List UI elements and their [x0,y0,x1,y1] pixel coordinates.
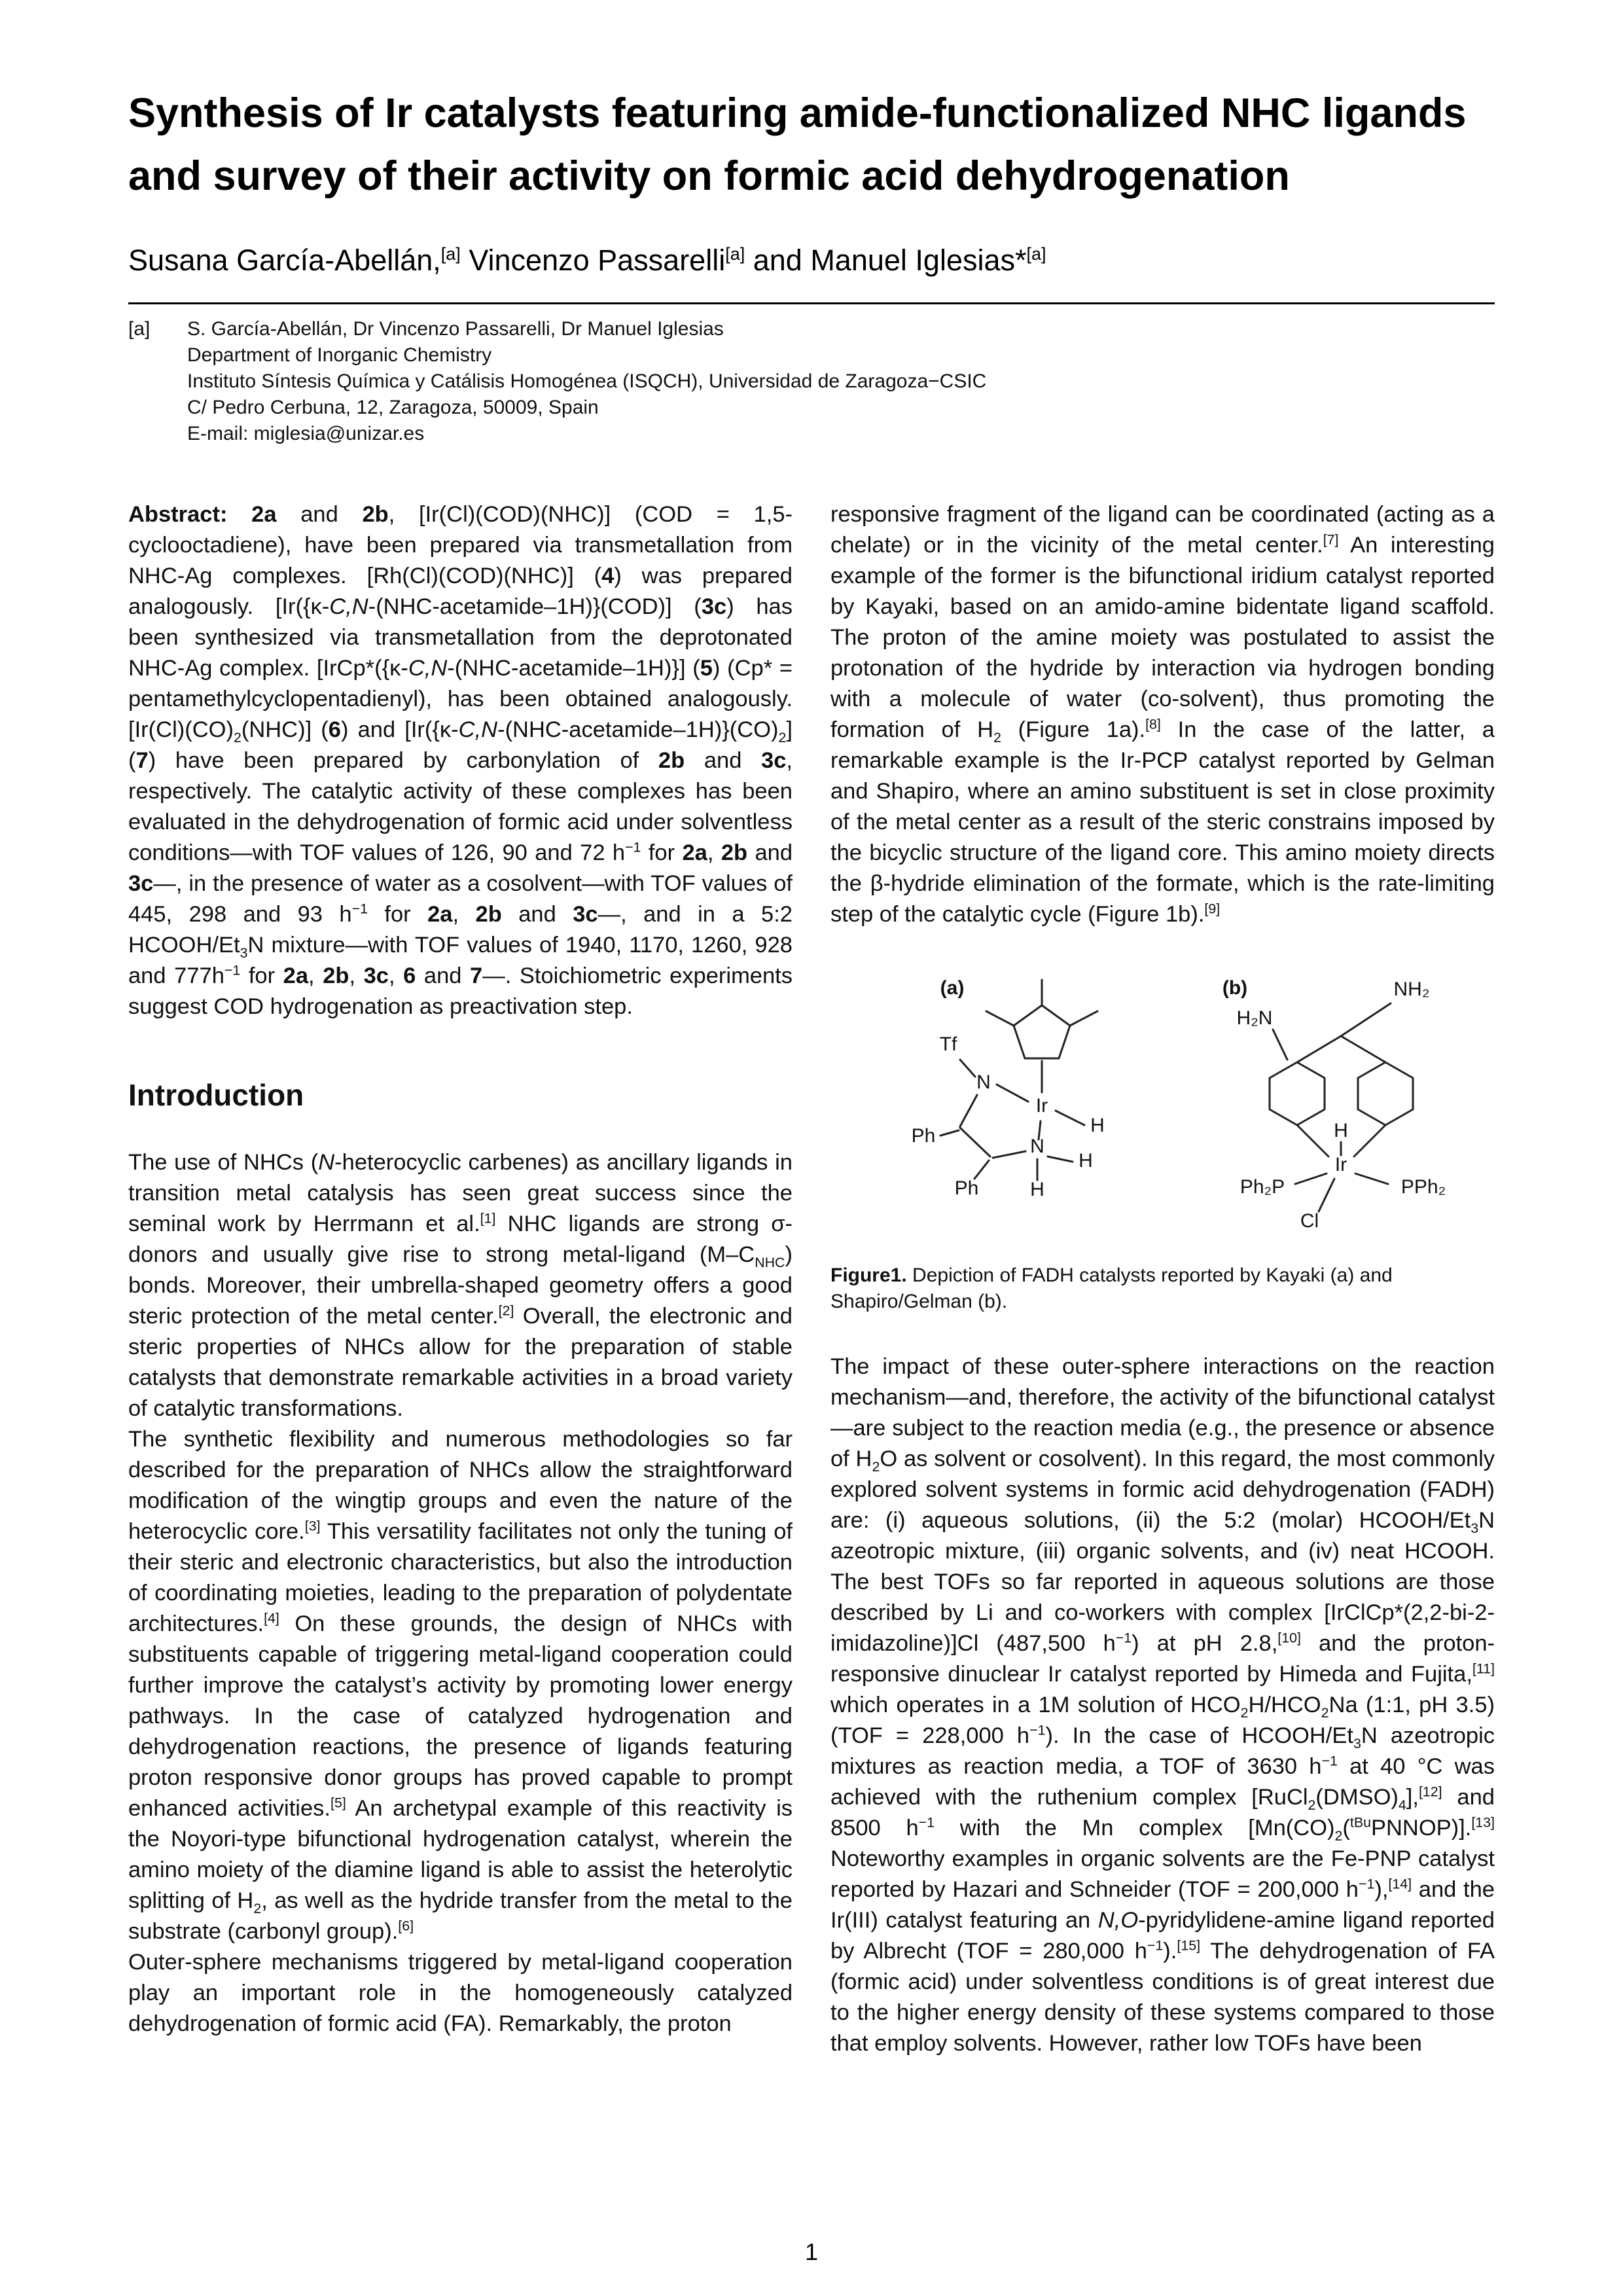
figure1-caption: Figure1. Depiction of FADH catalysts reported by Kayaki (a) and Shapiro/Gelman (b). [830,1264,1393,1312]
figure1 [868,963,1457,1244]
affiliation-line: Department of Inorganic Chemistry [187,344,492,366]
affiliation-line: Instituto Síntesis Química y Catálisis Homogénea (ISQCH), Universidad de Zaragoza−CSIC [187,370,987,392]
authors-line: Susana García-Abellán,[a] Vincenzo Passarelli[a] and Manuel Iglesias*[a] [128,243,1046,277]
atom-label-n2: N [1029,1135,1044,1157]
bond [960,1095,977,1126]
bond [1341,1036,1385,1062]
right-column [830,499,1495,2059]
bond [1070,1011,1097,1026]
bond [974,1160,989,1179]
intro-paragraph-2: The synthetic flexibility and numerous methodologies so far described for the preparation of NHCs allow the straightforward modification of the wingtip groups and even the nature of the heterocyclic core.[3] This versatility facilitates not only the tuning of their steric and electronic characteristics, but also the introduction of coordinating moieties, leading to the preparation of polydentate architectures.[4] On these grounds, the design of NHCs with substituents capable of triggering metal-ligand cooperation could further improve the catalyst’s activity by promoting lower energy pathways. In the case of catalyzed hydrogenation and dehydrogenation reactions, the presence of ligands featuring proton responsive donor groups has proved capable to prompt enhanced activities.[5] An archetypal example of this reactivity is the Noyori-type bifunctional hydrogenation catalyst, wherein the amino moiety of the diamine ligand is able to assist the heterolytic splitting of $H_2$, as well as the hydride transfer from the metal to the substrate (carbonyl group).[6] [128,1426,793,1944]
bond [1319,1179,1334,1211]
header-divider [128,302,1495,304]
affiliation-line: S. García-Abellán, Dr Vincenzo Passarelli, Dr Manuel Iglesias [187,317,724,340]
atom-label-ph1: Ph [911,1124,935,1147]
atom-label-ir-b: Ir [1334,1153,1347,1175]
bond [1354,1125,1385,1157]
atom-label-nh-down: H [1029,1178,1044,1200]
atom-label-n1: N [976,1071,991,1093]
atom-label-pph2: PPh₂ [1400,1175,1446,1198]
atom-label-ph2p: Ph₂P [1240,1175,1285,1198]
paper-title: Synthesis of Ir catalysts featuring amide-functionalized NHC ligands and survey of their activity on formic acid dehydrogenation [128,90,1467,199]
atom-label-cl: Cl [1300,1210,1319,1232]
abstract-paragraph: Abstract: 2a and 2b, [Ir(Cl)(COD)(NHC)] (COD = 1,5-cyclooctadiene), have been prepared via transmetallation from NHC-Ag complexes. [Rh(Cl)(COD)(NHC)] (4) was prepared analogously. [Ir({κ-C,N-(NHC-acetamide–1H)}(COD)] (3c) has been synthesized via transmetallation from the deprotonated NHC-Ag complex. [IrCp*({κ-C,N-(NHC-acetamide–1H)}] (5) (Cp* = pentamethylcyclopentadienyl), has been obtained analogously. $[Ir(Cl)(CO)_2(NHC)]$ (6) and [$Ir(\{\kappa-C,N-(NHC-acetamide-1H)\}(CO)_2]$ (7) have been prepared by carbonylation of 2b and 3c, respectively. The catalytic activity of these complexes has been evaluated in the dehydrogenation of formic acid under solventless conditions—with TOF values of 126, 90 and 72 $h^{-1}$ for 2a, 2b and 3c—, in the presence of water as a cosolvent—with TOF values of 445, 298 and 93 $h^{-1}$ for 2a, 2b and 3c—, and in a 5:2 HCOOH/$Et_3N$ mixture—with TOF values of 1940, 1170, 1260, 928 and $777h^{-1}$ for 2a, 2b, 3c, 6 and 7—. Stoichiometric experiments suggest COD hydrogenation as preactivation step. [128,501,793,1019]
atom-label-nh-right: H [1078,1149,1093,1172]
figure1-structure-b [1222,977,1445,1232]
atom-label-ir: Ir [1035,1094,1048,1117]
affiliation-email: E-mail: miglesia@unizar.es [187,422,425,444]
bond [1048,1157,1073,1162]
two-column-body [128,499,1495,2059]
figure1-structure-a [911,977,1104,1200]
affiliation-block [128,316,1495,447]
intro-paragraph-3: Outer-sphere mechanisms triggered by metal-ligand cooperation play an important role in the homogeneously catalyzed dehydrogenation of formic acid (FA). Remarkably, the proton [128,1949,793,2036]
aryl-ring-left [1270,1062,1325,1125]
atom-label-h-b: H [1333,1119,1348,1141]
introduction-heading: Introduction [128,1077,304,1112]
atom-label-hydride: H [1090,1114,1105,1136]
bond [1355,1174,1388,1184]
affiliation-lines [187,316,1495,447]
panel-a-tag: (a) [940,977,964,999]
atom-label-nh2: NH₂ [1393,978,1429,1000]
atom-label-ph2: Ph [954,1177,978,1199]
cp-star-ring [1014,1005,1070,1058]
left-column [128,499,793,2059]
bond [960,1060,975,1077]
page-number: 1 [804,2238,819,2265]
bond [997,1085,1028,1102]
bond [1297,1125,1329,1157]
bond [1273,1030,1287,1060]
affiliation-line: C/ Pedro Cerbuna, 12, Zaragoza, 50009, Spain [187,396,599,418]
right-paragraph-1: responsive fragment of the ligand can be coordinated (acting as a chelate) or in the vicinity of the metal center.[7] An interesting example of the former is the bifunctional iridium catalyst reported by Kayaki, based on an amido-amine bidentate ligand scaffold. The proton of the amine moiety was postulated to assist the protonation of the hydride by interaction via hydrogen bonding with a molecule of water (co-solvent), thus promoting the formation of $H_2$ (Figure 1a).[8] In the case of the latter, a remarkable example is the Ir-PCP catalyst reported by Gelman and Shapiro, where an amino substituent is set in close proximity of the metal center as a result of the steric constrains imposed by the bicyclic structure of the ligand core. This amino moiety directs the β-hydride elimination of the formate, which is the rate-limiting step of the catalytic cycle (Figure 1b).[9] [830,501,1495,927]
atom-label-tf: Tf [939,1033,957,1055]
intro-paragraph-1: The use of NHCs (N-heterocyclic carbenes) as ancillary ligands in transition metal catalysis has seen great success since the seminal work by Herrmann et al.[1] NHC ligands are strong σ-donors and usually give rise to strong metal-ligand $(M-C_{NHC})$ bonds. Moreover, their umbrella-shaped geometry offers a good steric protection of the metal center.[2] Overall, the electronic and steric properties of NHCs allow for the preparation of stable catalysts that demonstrate remarkable activities in a broad variety of catalytic transformations. [128,1149,793,1421]
aryl-ring-right [1358,1062,1413,1125]
affiliation-tag: [a] [128,317,151,340]
panel-b-tag: (b) [1222,977,1247,999]
bond [1297,1036,1341,1062]
page-content [128,0,1495,2059]
bond [940,1130,959,1136]
figure1-structures [868,963,1457,1244]
bond [1341,1003,1391,1036]
right-paragraph-2: The impact of these outer-sphere interactions on the reaction mechanism—and, therefore, the activity of the bifunctional catalyst—are subject to the reaction media (e.g., the presence or absence of $H_2O$ as solvent or cosolvent). In this regard, the most commonly explored solvent systems in formic acid dehydrogenation (FADH) are: (i) aqueous solutions, (ii) the 5:2 (molar) HCOOH/$Et_3N$ azeotropic mixture, (iii) organic solvents, and (iv) neat HCOOH. The best TOFs so far reported in aqueous solutions are those described by Li and co-workers with complex [IrClCp*(2,2-bi-2-imidazoline)]Cl (487,500 $h^{-1}$) at pH 2.8,[10] and the proton-responsive dinuclear Ir catalyst reported by Himeda and Fujita,[11] which operates in a 1M solution of $HCO_2H/HCO_2Na$ (1:1, pH 3.5) (TOF = 228,000 $h^{-1}$). In the case of HCOOH/$Et_3N$ azeotropic mixtures as reaction media, a TOF of 3630 $h^{-1}$ at 40 °C was achieved with the ruthenium complex $[RuCl_2(DMSO)_4],[12]$ and 8500 $h^{-1}$ with the Mn complex $[Mn(CO)_2(^{tBu}PNNOP)].[13]$ Noteworthy examples in organic solvents are the Fe-PNP catalyst reported by Hazari and Schneider (TOF = 200,000 $h^{-1}),[14]$ and the Ir(III) catalyst featuring an N,O-pyridylidene-amine ligand reported by Albrecht (TOF = 280,000 $h^{-1}).[15]$ The dehydrogenation of FA (formic acid) under solventless conditions is of great interest due to the higher energy density of these systems compared to those that employ solvents. However, rather low TOFs have been [830,1354,1495,2056]
bond [1056,1111,1084,1125]
bond [960,1128,990,1157]
atom-label-h2n: H₂N [1236,1007,1272,1029]
bond [993,1151,1026,1158]
bond [986,1011,1014,1026]
bond [1295,1174,1327,1184]
